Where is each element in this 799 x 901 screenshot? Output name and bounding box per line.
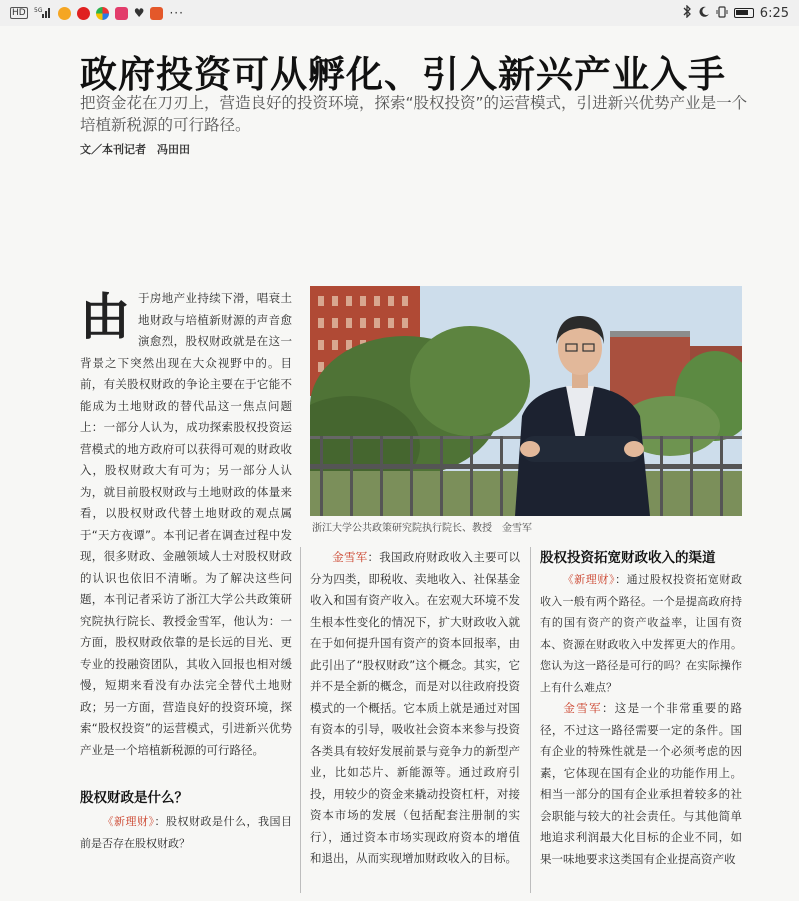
more-notifications-icon: ··· bbox=[169, 6, 184, 20]
question-1-text: ：股权财政是什么，我国目前是否存在股权财政？ bbox=[80, 815, 292, 850]
weibo-app-icon bbox=[58, 7, 71, 20]
question-2-text: ：通过股权投资拓宽财政收入一般有两个路径。一个是提高政府持有的国有资产的资产收益率，让国有资本、资源在财政收入中发挥更大的作用。您认为这一路径是可行的吗？在实际操作上有什么难点？ bbox=[540, 573, 742, 694]
interviewee-photo bbox=[310, 286, 742, 516]
column-divider-2 bbox=[530, 547, 531, 893]
status-bar-right bbox=[683, 5, 789, 21]
question-1 bbox=[80, 811, 292, 854]
svg-text:5G: 5G bbox=[33, 6, 43, 14]
article-column-2 bbox=[310, 547, 520, 870]
dropcap-letter: 由 bbox=[80, 287, 130, 346]
news-app-icon bbox=[150, 7, 163, 20]
status-bar-left bbox=[10, 6, 184, 21]
answer-1-speaker: 金雪军 bbox=[332, 550, 368, 564]
article-headline: 政府投资可从孵化、引入新兴产业入手 bbox=[80, 52, 726, 96]
question-2-speaker: 《新理财》 bbox=[562, 573, 616, 586]
hd-indicator: HD bbox=[12, 8, 26, 18]
vibrate-icon bbox=[716, 6, 728, 21]
signal-icon bbox=[34, 6, 52, 21]
answer-2-text: ：这是一个非常重要的路径，不过这一路径需要一定的条件。国有企业的特殊性就是一个必须考虑的因素，它体现在国有企业的功能作用上。相当一部分的国有企业承担着较多的社会职能与较大的社会责任。与其他简单地追求利润最大化目标的企业不同，如果一味地要求这类国有企业提高资产收 bbox=[540, 701, 743, 866]
toutiao-app-icon bbox=[96, 7, 109, 20]
red-app-icon bbox=[77, 7, 90, 20]
intro-paragraph bbox=[80, 288, 292, 761]
question-2 bbox=[540, 569, 742, 698]
pink-app-icon bbox=[115, 7, 128, 20]
section-heading-what-is-equity-finance: 股权财政是什么？ bbox=[80, 790, 188, 806]
do-not-disturb-moon-icon bbox=[698, 6, 710, 21]
section-heading-equity-investment-channels: 股权投资拓宽财政收入的渠道 bbox=[540, 550, 716, 566]
magazine-page bbox=[0, 26, 799, 901]
intro-text: 于房地产业持续下滑，唱衰土地财政与培植新财源的声音愈演愈烈，股权财政就是在这一背景之下突然出现在大众视野中的。目前，有关股权财政的争论主要在于它能不能成为土地财政的替代品这一焦点问题上：一部分人认为，成功探索股权投资运营模式的地方政府可以获得可观的财政收入，股权财政大有可为；另一部分人认为，就目前股权财政与土地财政的体量来看，以股权财政代替土地财政的观点属于“天方夜谭”。本刊记者在调查过程中发现，很多财政、金融领域人士对股权财政的认识也依旧不清晰。为了解决这些问题，本刊记者采访了浙江大学公共政策研究院执行院长、教授金雪军，他认为：一方面，股权财政依靠的是长远的目光、更专业的投融资团队，其收入回报也相对缓慢，短期来看没有办法完全替代土地财政；另一方面，营造良好的投资环境，探索“股权投资”的运营模式，引进新兴优势产业是一个培植新税源的可行路径。 bbox=[80, 291, 292, 757]
heart-app-icon: ♥ bbox=[133, 6, 145, 20]
clock-time: 6:25 bbox=[759, 5, 789, 21]
bluetooth-icon bbox=[683, 5, 692, 21]
question-1-speaker: 《新理财》 bbox=[102, 815, 155, 828]
article-column-3 bbox=[540, 547, 742, 870]
status-bar bbox=[0, 0, 799, 26]
article-subhead: 把资金花在刀刃上，营造良好的投资环境，探索“股权投资”的运营模式，引进新兴优势产业是一个培植新税源的可行路径。 bbox=[80, 94, 748, 134]
column-divider-1 bbox=[300, 547, 301, 893]
answer-2 bbox=[540, 698, 742, 870]
answer-1-text: ：我国政府财政收入主要可以分为四类，即税收、卖地收入、社保基金收入和国有资产收入。在宏观大环境不发生根本性变化的情况下，扩大财政收入就在于如何提升国有资产的资本回报率，由此引出了“股权财政”这个概念。其实，它并不是全新的概念，而是对以往政府投资模式的一个概括。它本质上就是通过对国有资本的引导，吸收社会资本来参与投资各类具有较好发展前景与竞争力的新型产业，比如芯片、新能源等。通过政府引投，用较少的资金来撬动投资杠杆，对接资本市场的发展（包括配套注册制的实行），通过资本市场实现政府资本的增值和退出，从而实现增加财政收入的目标。 bbox=[310, 550, 520, 865]
battery-icon bbox=[734, 8, 754, 18]
answer-1 bbox=[310, 547, 520, 870]
article-byline: 文／本刊记者 冯田田 bbox=[80, 143, 190, 156]
article-column-1 bbox=[80, 288, 292, 854]
photo-caption: 浙江大学公共政策研究院执行院长、教授 金雪军 bbox=[312, 523, 532, 534]
answer-2-speaker: 金雪军 bbox=[562, 701, 602, 715]
